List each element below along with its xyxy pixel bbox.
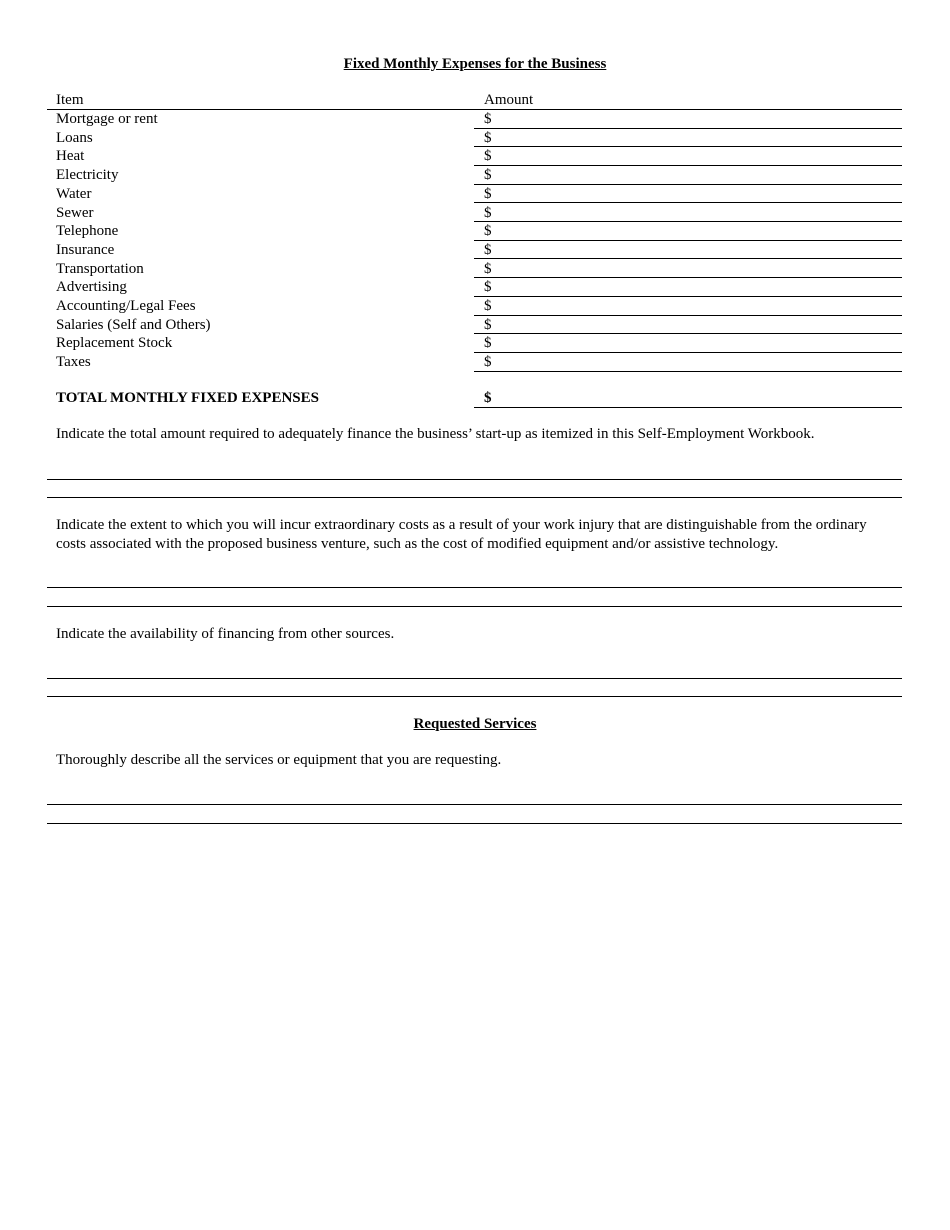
expense-amount-field[interactable]: $ (484, 316, 492, 333)
expense-row (0, 222, 950, 241)
expense-row (0, 316, 950, 335)
services-prompt: Thoroughly describe all the services or equipment that you are requesting. (56, 752, 502, 768)
expense-item-label: Taxes (56, 354, 91, 371)
expense-amount-field[interactable]: $ (484, 185, 492, 202)
expense-item-label: Heat (56, 148, 85, 165)
answer-line[interactable] (47, 606, 902, 607)
answer-line[interactable] (47, 479, 902, 480)
expense-item-label: Electricity (56, 167, 119, 184)
expense-row (0, 297, 950, 316)
expense-row (0, 166, 950, 185)
requested-services-title: Requested Services (413, 716, 537, 732)
question-start-up-financing: Indicate the total amount required to adequately finance the business’ start-up as itemized in this Self-Employment Workbook. (56, 426, 815, 442)
answer-line[interactable] (47, 804, 902, 805)
expense-amount-field[interactable]: $ (484, 335, 492, 352)
expense-item-label: Water (56, 185, 92, 202)
expense-amount-field[interactable]: $ (484, 167, 492, 184)
answer-line[interactable] (47, 823, 902, 824)
expense-row (0, 260, 950, 279)
expense-row (0, 353, 950, 372)
amount-underline (474, 371, 902, 372)
expense-item-label: Replacement Stock (56, 335, 173, 352)
amount-column-header: Amount (484, 92, 534, 108)
expense-amount-field[interactable]: $ (484, 260, 492, 277)
expense-row (0, 241, 950, 260)
expense-item-label: Advertising (56, 279, 127, 296)
expense-amount-field[interactable]: $ (484, 279, 492, 296)
expense-item-label: Insurance (56, 241, 115, 258)
expense-amount-field[interactable]: $ (484, 204, 492, 221)
expense-amount-field[interactable]: $ (484, 111, 492, 127)
expense-item-label: Sewer (56, 204, 94, 221)
expense-item-label: Loans (56, 129, 93, 146)
answer-line[interactable] (47, 497, 902, 498)
expense-amount-field[interactable]: $ (484, 223, 492, 240)
expense-row (0, 110, 950, 129)
expense-item-label: Transportation (56, 260, 144, 277)
expense-row (0, 278, 950, 297)
total-label: TOTAL MONTHLY FIXED EXPENSES (56, 390, 319, 406)
expense-row (0, 129, 950, 148)
item-column-header: Item (56, 92, 84, 108)
total-amount-line (474, 407, 902, 408)
table-header (0, 91, 950, 110)
expense-item-label: Salaries (Self and Others) (56, 316, 211, 333)
expense-amount-field[interactable]: $ (484, 298, 492, 314)
expense-amount-field[interactable]: $ (484, 148, 492, 165)
question-other-financing: Indicate the availability of financing from other sources. (56, 626, 395, 642)
expense-amount-field[interactable]: $ (484, 354, 492, 371)
expense-row (0, 185, 950, 204)
answer-line[interactable] (47, 678, 902, 679)
expense-row (0, 204, 950, 223)
expense-item-label: Accounting/Legal Fees (56, 298, 196, 314)
answer-line[interactable] (47, 587, 902, 588)
answer-line[interactable] (47, 696, 902, 697)
total-amount-field[interactable]: $ (484, 390, 492, 406)
expense-row (0, 147, 950, 166)
expense-row (0, 334, 950, 353)
expense-item-label: Telephone (56, 223, 119, 240)
expense-amount-field[interactable]: $ (484, 241, 492, 258)
expense-amount-field[interactable]: $ (484, 129, 492, 146)
question-extraordinary-costs: Indicate the extent to which you will incur extraordinary costs as a result of your work injury that are distinguishable from the ordinary costs associated with the proposed business venture, such as the cost of modified equipment and/or assistive technology. (56, 517, 867, 552)
expense-item-label: Mortgage or rent (56, 111, 158, 127)
expenses-title: Fixed Monthly Expenses for the Business (343, 56, 607, 72)
